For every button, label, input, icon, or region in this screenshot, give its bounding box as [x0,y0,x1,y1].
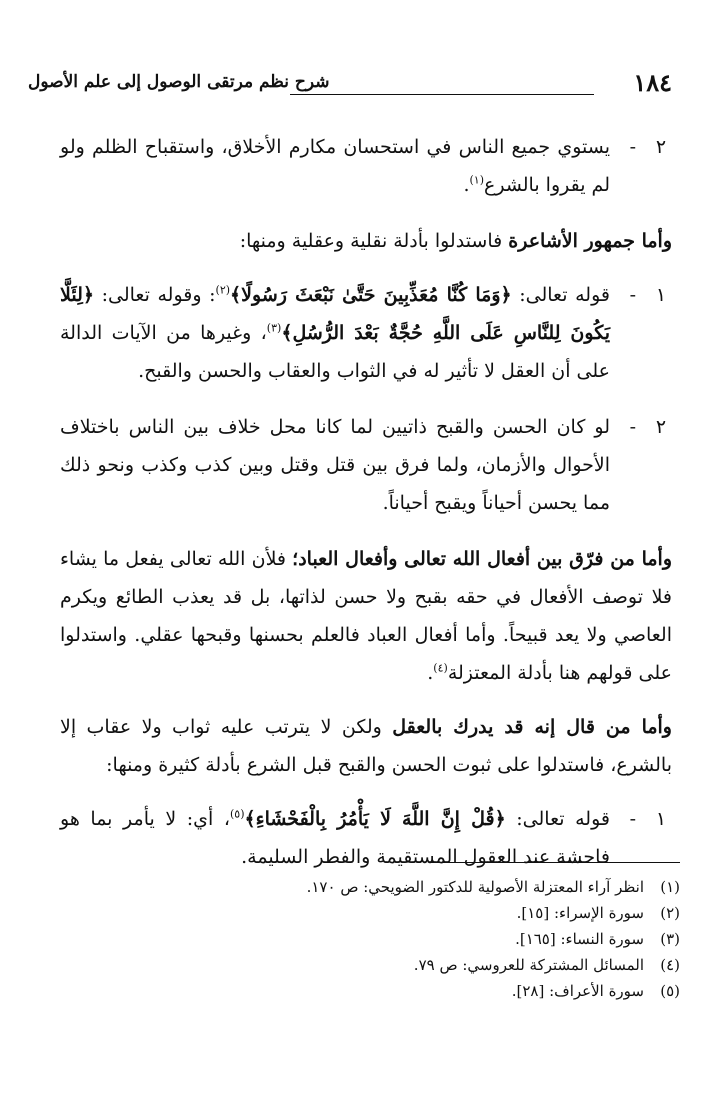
footnote-number: (٣) [660,930,680,948]
footnote [200,952,680,978]
footnote-ref: (٥) [229,807,245,821]
paragraph-text: فلأن الله تعالى يفعل ما يشاء فلا توصف الأفعال في حقه بقبح ولا حسن لذاتها، بل قد يعذب الطائع ويكرم العاصي ولا يعد قبيحاً. وأما أفعال العباد فالعلم بحسنها وقبحها عقلي. واستدلوا على قولهم هنا بأدلة المعتزلة [60,548,672,684]
footnote-text: سورة الإسراء: [١٥]. [516,904,644,922]
footnote [200,978,680,1004]
footnote-ref: (١) [469,173,484,187]
footnote-ref: (٢) [215,283,231,297]
footnote-number: (٢) [660,904,680,922]
item-number: ١ [655,284,667,306]
paragraph [60,540,672,692]
item-text: يستوي جميع الناس في استحسان مكارم الأخلاق، واستقباح الظلم ولو لم يقروا بالشرع [60,136,610,196]
quran-verse: ﴿لِئَلَّا يَكُونَ لِلنَّاسِ عَلَى اللَّهِ حُجَّةٌ بَعْدَ الرُّسُلِ﴾ [60,284,610,344]
footnote-number: (١) [660,878,680,896]
footnote-text: سورة النساء: [١٦٥]. [515,930,644,948]
item-text: قوله تعالى: [505,808,610,830]
footnote [200,874,680,900]
list-item [60,128,672,204]
footnote-text: انظر آراء المعتزلة الأصولية للدكتور الضويحي: ص ١٧٠. [306,878,644,896]
main-text [60,128,672,894]
paragraph-text: ولكن لا يترتب عليه ثواب ولا عقاب إلا بالشرع، فاستدلوا على ثبوت الحسن والقبح قبل الشرع بأدلة كثيرة ومنها: [60,716,672,776]
paragraph-lead: وأما من فرّق بين أفعال الله تعالى وأفعال العباد؛ [292,548,673,570]
list-item [60,800,672,876]
paragraph-lead: وأما جمهور الأشاعرة [508,230,672,252]
paragraph-text: فاستدلوا بأدلة نقلية وعقلية ومنها: [239,230,509,252]
item-dash: - [629,808,636,830]
list-item [60,408,672,522]
paragraph [60,708,672,784]
item-dash: - [629,416,636,438]
footnote-ref: (٤) [433,661,448,675]
item-number: ٢ [655,416,667,438]
footnote-text: المسائل المشتركة للعروسي: ص ٧٩. [413,956,644,974]
footnote-ref: (٣) [266,321,282,335]
item-text: : وقوله تعالى: [94,284,216,306]
footnotes [200,874,680,1004]
list-item [60,276,672,390]
punctuation: . [463,174,470,196]
footnote [200,900,680,926]
quran-verse: ﴿وَمَا كُنَّا مُعَذِّبِينَ حَتَّىٰ نَبْعَثَ رَسُولًا﴾ [230,284,512,306]
punctuation: . [427,662,434,684]
item-number: ١ [655,808,667,830]
footnote-rule [430,862,680,863]
footnote-number: (٤) [660,956,680,974]
page-header [28,68,672,98]
item-text: لو كان الحسن والقبح ذاتيين لما كانا محل خلاف بين الناس باختلاف الأحوال والأزمان، ولما فرق بين قتل وقتل وبين كذب وكذب ونحو ذلك مما يحسن أحياناً ويقبح أحياناً. [60,416,610,514]
paragraph [60,222,672,260]
item-text: ، أي: لا يأمر بما هو فاحشة عند العقول المستقيمة والفطر السليمة. [60,808,610,868]
running-title: شرح نظم مرتقى الوصول إلى علم الأصول [28,72,330,92]
quran-verse: ﴿قُلْ إِنَّ اللَّهَ لَا يَأْمُرُ بِالْفَحْشَاءِ﴾ [244,808,506,830]
item-text: قوله تعالى: [511,284,610,306]
header-rule [290,94,594,95]
paragraph-lead: وأما من قال إنه قد يدرك بالعقل [392,716,672,738]
footnote-number: (٥) [660,982,680,1000]
footnote [200,926,680,952]
item-dash: - [629,136,636,158]
footnote-text: سورة الأعراف: [٢٨]. [511,982,644,1000]
page-number: ١٨٤ [633,68,672,97]
item-text: ، وغيرها من الآيات الدالة على أن العقل لا تأثير له في الثواب والعقاب والحسن والقبح. [60,322,610,382]
item-dash: - [629,284,636,306]
item-number: ٢ [655,136,667,158]
